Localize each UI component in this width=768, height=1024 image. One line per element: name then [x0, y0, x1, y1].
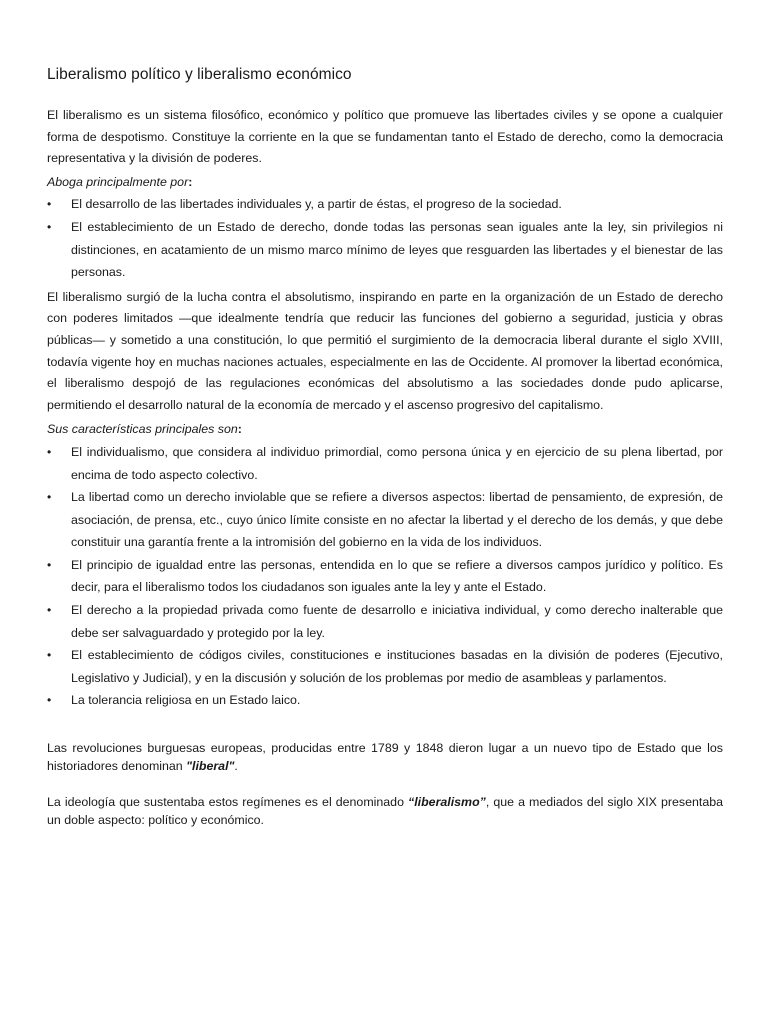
liberalismo-emphasis: “liberalismo”: [408, 795, 486, 810]
history-paragraph: El liberalismo surgió de la lucha contra el absolutismo, inspirando en parte en la organización de un Estado de derecho con poderes limitados —que idealmente tendría que reducir las funciones del gobierno a seguridad, justicia y obras públicas— y sometido a una constitución, lo que permitió el surgimiento de la democracia liberal durante el siglo XVIII, todavía vigente hoy en muchas naciones actuales, especialmente en las de Occidente. Al promover la libertad económica, el liberalismo despojó de las regulaciones económicas del absolutismo a las sociedades donde pudo aplicarse, permitiendo el desarrollo natural de la economía de mercado y el ascenso progresivo del capitalismo.: [47, 289, 723, 412]
list-item: [47, 216, 723, 284]
bullet-icon: •: [47, 444, 52, 459]
bullet-icon: •: [47, 197, 52, 212]
intro-paragraph: El liberalismo es un sistema filosófico, económico y político que promueve las libertades civiles y se opone a cualquier forma de despotismo. Constituye la corriente en la que se fundamentan tanto el Estado de derecho, como la democracia representativa y la división de poderes.: [47, 108, 723, 166]
advocates-lead-text: Aboga principalmente por: [47, 174, 189, 189]
advocates-lead: [47, 172, 723, 194]
revolutions-end: .: [234, 759, 238, 774]
bullet-icon: •: [47, 490, 52, 505]
list-item-text: El principio de igualdad entre las personas, entendida en lo que se refiere a diversos campos jurídico y político. Es decir, para el liberalismo todos los ciudadanos son iguales ante la ley y ante el Estado.: [71, 557, 723, 595]
features-lead: [47, 419, 723, 441]
liberal-emphasis: "liberal": [186, 759, 235, 774]
list-item: [47, 441, 723, 486]
bullet-icon: •: [47, 219, 52, 234]
features-lead-colon: :: [237, 422, 242, 437]
list-item: [47, 486, 723, 554]
bullet-icon: •: [47, 693, 52, 708]
list-item: [47, 644, 723, 689]
bullet-icon: •: [47, 557, 52, 572]
list-item-text: El derecho a la propiedad privada como fuente de desarrollo e iniciativa individual, y como derecho inalterable que debe ser salvaguardado y protegido por la ley.: [71, 603, 723, 640]
list-item-text: La tolerancia religiosa en un Estado laico.: [71, 693, 301, 708]
document-page: [47, 66, 723, 841]
ideology-end: , que a mediados del siglo XIX presentaba un doble aspecto: político y económico.: [47, 795, 723, 828]
revolutions-paragraph: [47, 739, 723, 775]
list-item-text: El establecimiento de códigos civiles, constituciones e instituciones basadas en la división de poderes (Ejecutivo, Legislativo y Judicial), y en la discusión y solución de los problemas por medio de asambleas y parlamentos.: [71, 648, 723, 685]
list-item-text: La libertad como un derecho inviolable que se refiere a diversos aspectos: libertad de pensamiento, de expresión, de asociación, de prensa, etc., cuyo único límite consiste en no afectar la libertad y el derecho de los demás, y que debe constituir una garantía frente a la intromisión del gobierno en la vida de los individuos.: [71, 490, 723, 550]
bullet-icon: •: [47, 603, 52, 618]
ideology-text: La ideología que sustentaba estos regímenes es el denominado: [47, 795, 409, 810]
list-item: [47, 689, 723, 712]
document-title: Liberalismo político y liberalismo económico: [47, 66, 352, 83]
advocates-lead-colon: :: [188, 174, 193, 189]
list-item: [47, 193, 723, 216]
revolutions-text: Las revoluciones burguesas europeas, producidas entre 1789 y 1848 dieron lugar a un nuevo tipo de Estado que los historiadores denominan: [47, 741, 723, 774]
list-item-text: El desarrollo de las libertades individuales y, a partir de éstas, el progreso de la sociedad.: [71, 197, 562, 212]
bullet-icon: •: [47, 648, 52, 663]
features-list: [47, 441, 723, 712]
list-item-text: El individualismo, que considera al individuo primordial, como persona única y en ejercicio de su plena libertad, por encima de todo aspecto colectivo.: [71, 444, 723, 482]
features-lead-text: Sus características principales son: [47, 422, 238, 437]
list-item: [47, 554, 723, 599]
list-item-text: El establecimiento de un Estado de derecho, donde todas las personas sean iguales ante la ley, sin privilegios ni distinciones, en acatamiento de un mismo marco mínimo de leyes que resguarden las libertades y el bienestar de las personas.: [71, 219, 723, 280]
advocates-list: [47, 193, 723, 283]
ideology-paragraph: [47, 793, 723, 829]
list-item: [47, 599, 723, 644]
